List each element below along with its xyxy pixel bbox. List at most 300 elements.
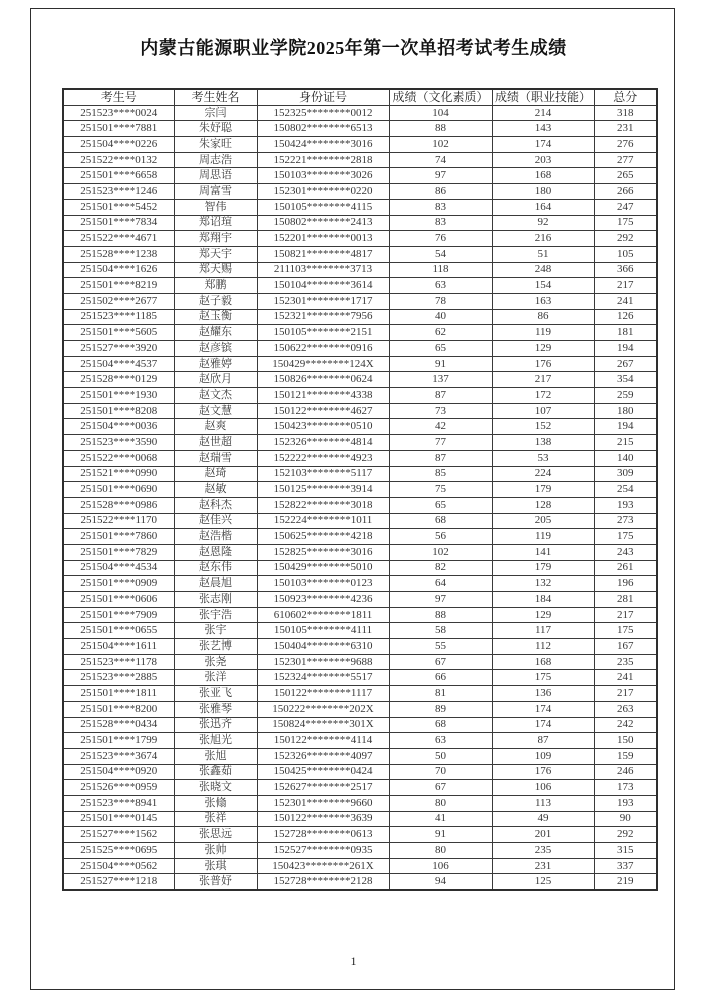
- id-number-cell: 152301********9660: [257, 795, 389, 811]
- candidate-name-cell: 张尧: [174, 654, 257, 670]
- culture-score-cell: 87: [389, 388, 492, 404]
- id-number-cell: 150424********3016: [257, 137, 389, 153]
- culture-score-cell: 88: [389, 121, 492, 137]
- candidate-number-cell: 251501****1930: [63, 388, 174, 404]
- culture-score-cell: 42: [389, 419, 492, 435]
- candidate-number-cell: 251501****7881: [63, 121, 174, 137]
- total-score-cell: 194: [594, 419, 657, 435]
- table-row: [63, 497, 657, 513]
- table-row: [63, 403, 657, 419]
- total-score-cell: 180: [594, 403, 657, 419]
- skill-score-cell: 217: [492, 372, 594, 388]
- candidate-number-cell: 251527****1218: [63, 874, 174, 890]
- candidate-name-cell: 周志浩: [174, 152, 257, 168]
- candidate-number-cell: 251501****0690: [63, 482, 174, 498]
- skill-score-cell: 163: [492, 293, 594, 309]
- id-number-cell: 150122********4114: [257, 733, 389, 749]
- table-row: [63, 811, 657, 827]
- candidate-name-cell: 张宇浩: [174, 607, 257, 623]
- skill-score-cell: 141: [492, 544, 594, 560]
- skill-score-cell: 154: [492, 278, 594, 294]
- header-candidate-number: 考生号: [63, 89, 174, 105]
- id-number-cell: 211103********3713: [257, 262, 389, 278]
- culture-score-cell: 50: [389, 748, 492, 764]
- header-culture-score: 成绩（文化素质）: [389, 89, 492, 105]
- skill-score-cell: 49: [492, 811, 594, 827]
- table-row: [63, 450, 657, 466]
- candidate-number-cell: 251504****0036: [63, 419, 174, 435]
- id-number-cell: 150802********2413: [257, 215, 389, 231]
- table-row: [63, 544, 657, 560]
- id-number-cell: 152728********0613: [257, 827, 389, 843]
- candidate-number-cell: 251523****0024: [63, 105, 174, 121]
- id-number-cell: 150824********301X: [257, 717, 389, 733]
- id-number-cell: 150105********2151: [257, 325, 389, 341]
- candidate-name-cell: 赵欣月: [174, 372, 257, 388]
- table-row: [63, 168, 657, 184]
- total-score-cell: 105: [594, 246, 657, 262]
- table-row: [63, 482, 657, 498]
- candidate-name-cell: 张普妤: [174, 874, 257, 890]
- id-number-cell: 150103********3026: [257, 168, 389, 184]
- id-number-cell: 150423********261X: [257, 858, 389, 874]
- id-number-cell: 152627********2517: [257, 780, 389, 796]
- id-number-cell: 150923********4236: [257, 592, 389, 608]
- candidate-name-cell: 赵文慧: [174, 403, 257, 419]
- total-score-cell: 217: [594, 278, 657, 294]
- candidate-number-cell: 251525****0695: [63, 843, 174, 859]
- total-score-cell: 277: [594, 152, 657, 168]
- id-number-cell: 150821********4817: [257, 246, 389, 262]
- header-total-score: 总分: [594, 89, 657, 105]
- table-row: [63, 152, 657, 168]
- table-row: [63, 262, 657, 278]
- skill-score-cell: 174: [492, 137, 594, 153]
- total-score-cell: 194: [594, 341, 657, 357]
- candidate-name-cell: 赵琦: [174, 466, 257, 482]
- table-row: [63, 325, 657, 341]
- candidate-number-cell: 251523****1185: [63, 309, 174, 325]
- table-row: [63, 105, 657, 121]
- skill-score-cell: 174: [492, 701, 594, 717]
- candidate-number-cell: 251504****4537: [63, 356, 174, 372]
- header-id-number: 身份证号: [257, 89, 389, 105]
- skill-score-cell: 109: [492, 748, 594, 764]
- table-row: [63, 513, 657, 529]
- culture-score-cell: 75: [389, 482, 492, 498]
- id-number-cell: 152224********1011: [257, 513, 389, 529]
- culture-score-cell: 91: [389, 827, 492, 843]
- culture-score-cell: 137: [389, 372, 492, 388]
- culture-score-cell: 89: [389, 701, 492, 717]
- candidate-number-cell: 251501****1799: [63, 733, 174, 749]
- skill-score-cell: 168: [492, 168, 594, 184]
- candidate-name-cell: 郑天赐: [174, 262, 257, 278]
- total-score-cell: 241: [594, 293, 657, 309]
- candidate-name-cell: 郑天宇: [174, 246, 257, 262]
- candidate-name-cell: 赵耀东: [174, 325, 257, 341]
- culture-score-cell: 62: [389, 325, 492, 341]
- culture-score-cell: 106: [389, 858, 492, 874]
- total-score-cell: 90: [594, 811, 657, 827]
- id-number-cell: 150105********4111: [257, 623, 389, 639]
- id-number-cell: 150125********3914: [257, 482, 389, 498]
- total-score-cell: 273: [594, 513, 657, 529]
- id-number-cell: 150121********4338: [257, 388, 389, 404]
- candidate-name-cell: 周富雪: [174, 184, 257, 200]
- skill-score-cell: 128: [492, 497, 594, 513]
- candidate-number-cell: 251501****5452: [63, 199, 174, 215]
- id-number-cell: 150104********3614: [257, 278, 389, 294]
- total-score-cell: 266: [594, 184, 657, 200]
- candidate-number-cell: 251528****0434: [63, 717, 174, 733]
- candidate-number-cell: 251501****0145: [63, 811, 174, 827]
- table-row: [63, 764, 657, 780]
- candidate-name-cell: 张旭: [174, 748, 257, 764]
- skill-score-cell: 92: [492, 215, 594, 231]
- skill-score-cell: 106: [492, 780, 594, 796]
- id-number-cell: 152103********5117: [257, 466, 389, 482]
- skill-score-cell: 125: [492, 874, 594, 890]
- candidate-name-cell: 赵文杰: [174, 388, 257, 404]
- candidate-number-cell: 251501****0655: [63, 623, 174, 639]
- candidate-number-cell: 251504****1626: [63, 262, 174, 278]
- total-score-cell: 243: [594, 544, 657, 560]
- table-row: [63, 246, 657, 262]
- candidate-name-cell: 赵瑞雪: [174, 450, 257, 466]
- candidate-number-cell: 251501****7834: [63, 215, 174, 231]
- table-row: [63, 466, 657, 482]
- culture-score-cell: 58: [389, 623, 492, 639]
- id-number-cell: 150122********1117: [257, 686, 389, 702]
- culture-score-cell: 97: [389, 592, 492, 608]
- total-score-cell: 292: [594, 231, 657, 247]
- id-number-cell: 152221********2818: [257, 152, 389, 168]
- candidate-number-cell: 251502****2677: [63, 293, 174, 309]
- skill-score-cell: 175: [492, 670, 594, 686]
- candidate-number-cell: 251522****1170: [63, 513, 174, 529]
- table-row: [63, 654, 657, 670]
- total-score-cell: 246: [594, 764, 657, 780]
- id-number-cell: 150423********0510: [257, 419, 389, 435]
- total-score-cell: 366: [594, 262, 657, 278]
- culture-score-cell: 86: [389, 184, 492, 200]
- total-score-cell: 150: [594, 733, 657, 749]
- candidate-name-cell: 朱家旺: [174, 137, 257, 153]
- table-row: [63, 670, 657, 686]
- id-number-cell: 152301********0220: [257, 184, 389, 200]
- id-number-cell: 150404********6310: [257, 639, 389, 655]
- total-score-cell: 175: [594, 529, 657, 545]
- table-row: [63, 780, 657, 796]
- candidate-name-cell: 张亚飞: [174, 686, 257, 702]
- page-title: 内蒙古能源职业学院2025年第一次单招考试考生成绩: [140, 38, 567, 58]
- candidate-name-cell: 张洋: [174, 670, 257, 686]
- culture-score-cell: 64: [389, 576, 492, 592]
- skill-score-cell: 224: [492, 466, 594, 482]
- table-row: [63, 733, 657, 749]
- total-score-cell: 175: [594, 623, 657, 639]
- table-header-row: [63, 89, 657, 105]
- candidate-number-cell: 251522****0068: [63, 450, 174, 466]
- header-candidate-name: 考生姓名: [174, 89, 257, 105]
- id-number-cell: 152825********3016: [257, 544, 389, 560]
- skill-score-cell: 164: [492, 199, 594, 215]
- culture-score-cell: 80: [389, 795, 492, 811]
- skill-score-cell: 176: [492, 764, 594, 780]
- table-row: [63, 701, 657, 717]
- culture-score-cell: 55: [389, 639, 492, 655]
- total-score-cell: 309: [594, 466, 657, 482]
- skill-score-cell: 168: [492, 654, 594, 670]
- culture-score-cell: 118: [389, 262, 492, 278]
- total-score-cell: 318: [594, 105, 657, 121]
- culture-score-cell: 68: [389, 513, 492, 529]
- total-score-cell: 196: [594, 576, 657, 592]
- id-number-cell: 152321********7956: [257, 309, 389, 325]
- table-row: [63, 293, 657, 309]
- total-score-cell: 173: [594, 780, 657, 796]
- candidate-number-cell: 251523****8941: [63, 795, 174, 811]
- skill-score-cell: 113: [492, 795, 594, 811]
- candidate-number-cell: 251501****8200: [63, 701, 174, 717]
- skill-score-cell: 179: [492, 482, 594, 498]
- candidate-name-cell: 张帅: [174, 843, 257, 859]
- skill-score-cell: 143: [492, 121, 594, 137]
- total-score-cell: 126: [594, 309, 657, 325]
- total-score-cell: 259: [594, 388, 657, 404]
- skill-score-cell: 129: [492, 341, 594, 357]
- skill-score-cell: 201: [492, 827, 594, 843]
- candidate-number-cell: 251523****3674: [63, 748, 174, 764]
- culture-score-cell: 54: [389, 246, 492, 262]
- candidate-name-cell: 张志刚: [174, 592, 257, 608]
- skill-score-cell: 119: [492, 529, 594, 545]
- total-score-cell: 181: [594, 325, 657, 341]
- candidate-number-cell: 251501****6658: [63, 168, 174, 184]
- culture-score-cell: 66: [389, 670, 492, 686]
- culture-score-cell: 85: [389, 466, 492, 482]
- culture-score-cell: 63: [389, 278, 492, 294]
- candidate-number-cell: 251501****7829: [63, 544, 174, 560]
- id-number-cell: 152201********0013: [257, 231, 389, 247]
- id-number-cell: 152822********3018: [257, 497, 389, 513]
- candidate-name-cell: 张思远: [174, 827, 257, 843]
- table-row: [63, 388, 657, 404]
- skill-score-cell: 117: [492, 623, 594, 639]
- total-score-cell: 281: [594, 592, 657, 608]
- culture-score-cell: 97: [389, 168, 492, 184]
- candidate-name-cell: 郑鹏: [174, 278, 257, 294]
- id-number-cell: 152325********0012: [257, 105, 389, 121]
- id-number-cell: 152324********5517: [257, 670, 389, 686]
- total-score-cell: 261: [594, 560, 657, 576]
- total-score-cell: 337: [594, 858, 657, 874]
- total-score-cell: 265: [594, 168, 657, 184]
- skill-score-cell: 138: [492, 435, 594, 451]
- candidate-number-cell: 251501****8208: [63, 403, 174, 419]
- score-table: [62, 88, 658, 891]
- candidate-name-cell: 赵东伟: [174, 560, 257, 576]
- culture-score-cell: 63: [389, 733, 492, 749]
- candidate-number-cell: 251501****0606: [63, 592, 174, 608]
- skill-score-cell: 172: [492, 388, 594, 404]
- table-body: [63, 105, 657, 890]
- candidate-name-cell: 张祥: [174, 811, 257, 827]
- candidate-name-cell: 张迅齐: [174, 717, 257, 733]
- candidate-number-cell: 251504****0226: [63, 137, 174, 153]
- candidate-number-cell: 251523****1246: [63, 184, 174, 200]
- skill-score-cell: 119: [492, 325, 594, 341]
- candidate-number-cell: 251527****1562: [63, 827, 174, 843]
- candidate-number-cell: 251522****0132: [63, 152, 174, 168]
- id-number-cell: 152527********0935: [257, 843, 389, 859]
- skill-score-cell: 248: [492, 262, 594, 278]
- candidate-name-cell: 张宇: [174, 623, 257, 639]
- total-score-cell: 217: [594, 607, 657, 623]
- candidate-number-cell: 251501****7860: [63, 529, 174, 545]
- candidate-name-cell: 朱妤聪: [174, 121, 257, 137]
- culture-score-cell: 102: [389, 137, 492, 153]
- candidate-name-cell: 宗闫: [174, 105, 257, 121]
- total-score-cell: 167: [594, 639, 657, 655]
- table-row: [63, 435, 657, 451]
- candidate-name-cell: 赵玉衡: [174, 309, 257, 325]
- table-row: [63, 137, 657, 153]
- candidate-name-cell: 赵佳兴: [174, 513, 257, 529]
- skill-score-cell: 129: [492, 607, 594, 623]
- candidate-name-cell: 赵彦镔: [174, 341, 257, 357]
- candidate-name-cell: 智伟: [174, 199, 257, 215]
- candidate-number-cell: 251523****1178: [63, 654, 174, 670]
- table-row: [63, 607, 657, 623]
- table-row: [63, 686, 657, 702]
- table-row: [63, 121, 657, 137]
- candidate-name-cell: 赵世超: [174, 435, 257, 451]
- culture-score-cell: 70: [389, 764, 492, 780]
- skill-score-cell: 205: [492, 513, 594, 529]
- skill-score-cell: 214: [492, 105, 594, 121]
- total-score-cell: 219: [594, 874, 657, 890]
- id-number-cell: 152326********4814: [257, 435, 389, 451]
- id-number-cell: 150222********202X: [257, 701, 389, 717]
- skill-score-cell: 216: [492, 231, 594, 247]
- candidate-name-cell: 张艺博: [174, 639, 257, 655]
- culture-score-cell: 104: [389, 105, 492, 121]
- candidate-number-cell: 251504****0562: [63, 858, 174, 874]
- culture-score-cell: 74: [389, 152, 492, 168]
- skill-score-cell: 203: [492, 152, 594, 168]
- skill-score-cell: 86: [492, 309, 594, 325]
- table-row: [63, 215, 657, 231]
- skill-score-cell: 112: [492, 639, 594, 655]
- total-score-cell: 292: [594, 827, 657, 843]
- candidate-number-cell: 251527****3920: [63, 341, 174, 357]
- table-row: [63, 231, 657, 247]
- candidate-name-cell: 张琪: [174, 858, 257, 874]
- culture-score-cell: 67: [389, 780, 492, 796]
- id-number-cell: 150105********4115: [257, 199, 389, 215]
- table-row: [63, 529, 657, 545]
- id-number-cell: 152326********4097: [257, 748, 389, 764]
- id-number-cell: 150802********6513: [257, 121, 389, 137]
- total-score-cell: 140: [594, 450, 657, 466]
- culture-score-cell: 76: [389, 231, 492, 247]
- candidate-name-cell: 赵爽: [174, 419, 257, 435]
- culture-score-cell: 68: [389, 717, 492, 733]
- total-score-cell: 263: [594, 701, 657, 717]
- skill-score-cell: 107: [492, 403, 594, 419]
- culture-score-cell: 81: [389, 686, 492, 702]
- total-score-cell: 241: [594, 670, 657, 686]
- candidate-name-cell: 张旭光: [174, 733, 257, 749]
- id-number-cell: 150429********124X: [257, 356, 389, 372]
- total-score-cell: 242: [594, 717, 657, 733]
- candidate-number-cell: 251504****4534: [63, 560, 174, 576]
- table-row: [63, 184, 657, 200]
- table-row: [63, 341, 657, 357]
- table-row: [63, 795, 657, 811]
- id-number-cell: 150625********4218: [257, 529, 389, 545]
- total-score-cell: 193: [594, 497, 657, 513]
- skill-score-cell: 176: [492, 356, 594, 372]
- id-number-cell: 150122********4627: [257, 403, 389, 419]
- table-row: [63, 419, 657, 435]
- candidate-number-cell: 251501****8219: [63, 278, 174, 294]
- candidate-name-cell: 赵浩楷: [174, 529, 257, 545]
- candidate-name-cell: 赵敏: [174, 482, 257, 498]
- total-score-cell: 175: [594, 215, 657, 231]
- skill-score-cell: 184: [492, 592, 594, 608]
- table-row: [63, 874, 657, 890]
- candidate-number-cell: 251504****1611: [63, 639, 174, 655]
- table-row: [63, 356, 657, 372]
- culture-score-cell: 73: [389, 403, 492, 419]
- total-score-cell: 215: [594, 435, 657, 451]
- culture-score-cell: 80: [389, 843, 492, 859]
- table-row: [63, 748, 657, 764]
- skill-score-cell: 179: [492, 560, 594, 576]
- culture-score-cell: 88: [389, 607, 492, 623]
- candidate-name-cell: 赵子毅: [174, 293, 257, 309]
- candidate-number-cell: 251501****7909: [63, 607, 174, 623]
- table-row: [63, 560, 657, 576]
- candidate-name-cell: 张雅琴: [174, 701, 257, 717]
- total-score-cell: 247: [594, 199, 657, 215]
- candidate-name-cell: 张晓文: [174, 780, 257, 796]
- skill-score-cell: 136: [492, 686, 594, 702]
- candidate-number-cell: 251528****0986: [63, 497, 174, 513]
- candidate-name-cell: 赵雅婷: [174, 356, 257, 372]
- skill-score-cell: 87: [492, 733, 594, 749]
- candidate-number-cell: 251528****0129: [63, 372, 174, 388]
- candidate-number-cell: 251528****1238: [63, 246, 174, 262]
- table-row: [63, 592, 657, 608]
- total-score-cell: 159: [594, 748, 657, 764]
- culture-score-cell: 77: [389, 435, 492, 451]
- candidate-name-cell: 张鑫茹: [174, 764, 257, 780]
- page-number: 1: [350, 954, 357, 968]
- id-number-cell: 150826********0624: [257, 372, 389, 388]
- culture-score-cell: 65: [389, 341, 492, 357]
- id-number-cell: 150122********3639: [257, 811, 389, 827]
- candidate-name-cell: 郑翔宇: [174, 231, 257, 247]
- header-skill-score: 成绩（职业技能）: [492, 89, 594, 105]
- table-row: [63, 372, 657, 388]
- culture-score-cell: 102: [389, 544, 492, 560]
- id-number-cell: 150429********5010: [257, 560, 389, 576]
- id-number-cell: 152222********4923: [257, 450, 389, 466]
